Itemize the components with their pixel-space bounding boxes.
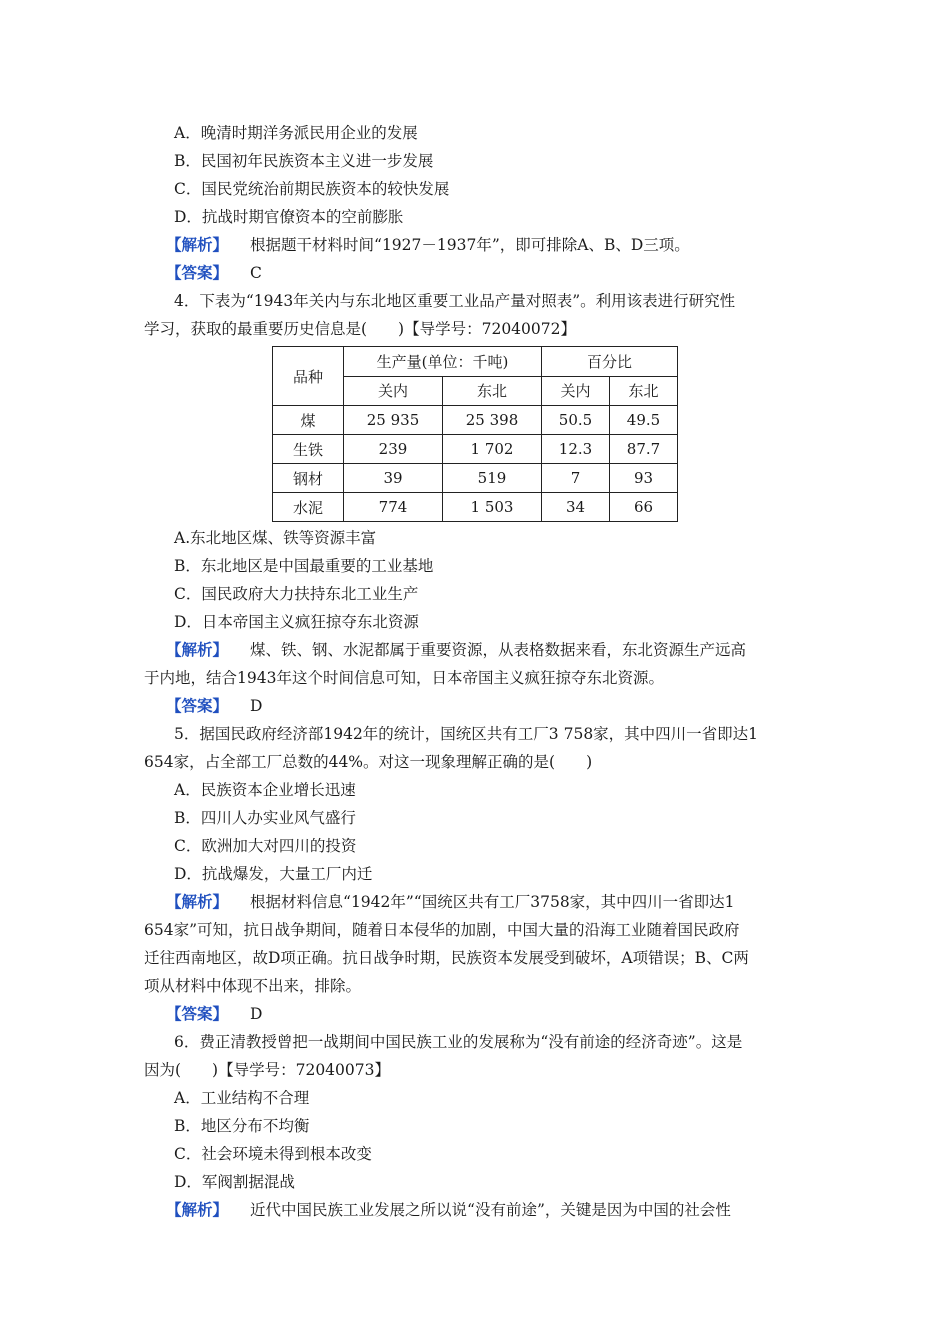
answer-tag: 【答案】 [166, 263, 229, 282]
q5-analysis-line-4: 项从材料中体现不出来，排除。 [144, 977, 362, 995]
table-cell: 49.5 [610, 406, 678, 435]
table-cell: 1 702 [443, 435, 542, 464]
table-row [273, 435, 678, 464]
q4-analysis-line-2: 于内地，结合1943年这个时间信息可知，日本帝国主义疯狂掠夺东北资源。 [144, 669, 664, 687]
q4-stem-line-2: 学习，获取的最重要历史信息是( )【导学号：72040072】 [144, 320, 576, 338]
q4-option-a: A.东北地区煤、铁等资源丰富 [174, 529, 377, 547]
q6-option-b: B．地区分布不均衡 [174, 1117, 310, 1135]
q6-analysis-text: 近代中国民族工业发展之所以说“没有前途”，关键是因为中国的社会性 [250, 1201, 731, 1219]
table-cell: 12.3 [542, 435, 610, 464]
q4-option-b: B．东北地区是中国最重要的工业基地 [174, 557, 434, 575]
q5-analysis-line-2: 654家”可知，抗日战争期间，随着日本侵华的加剧，中国大量的沿海工业随着国民政府 [144, 921, 740, 939]
q5-option-d: D．抗战爆发，大量工厂内迁 [174, 865, 373, 883]
q5-analysis [166, 892, 735, 912]
production-table [272, 346, 678, 522]
q3-option-a: A．晚清时期洋务派民用企业的发展 [174, 124, 418, 142]
table-subheader: 东北 [443, 376, 542, 406]
table-cell: 1 503 [443, 493, 542, 522]
table-cell-item: 生铁 [273, 435, 344, 464]
analysis-tag: 【解析】 [166, 1200, 229, 1219]
table-cell: 39 [344, 464, 443, 493]
analysis-tag: 【解析】 [166, 235, 229, 254]
q5-analysis-line-3: 迁往西南地区，故D项正确。抗日战争时期，民族资本发展受到破坏，A项错误；B、C两 [144, 949, 749, 967]
q4-answer-value: D [250, 697, 263, 715]
table-cell: 25 398 [443, 406, 542, 435]
q6-stem-line-1: 6．费正清教授曾把一战期间中国民族工业的发展称为“没有前途的经济奇迹”。这是 [174, 1033, 743, 1051]
q5-stem-line-1: 5．据国民政府经济部1942年的统计，国统区共有工厂3 758家，其中四川一省即达1 [174, 725, 759, 743]
table-cell: 66 [610, 493, 678, 522]
q3-answer [166, 263, 262, 283]
answer-tag: 【答案】 [166, 1004, 229, 1023]
q3-answer-value: C [250, 264, 262, 282]
table-cell-item: 钢材 [273, 464, 344, 493]
table-cell: 774 [344, 493, 443, 522]
q3-analysis-text: 根据题干材料时间“1927－1937年”，即可排除A、B、D三项。 [250, 236, 690, 254]
table-cell: 93 [610, 464, 678, 493]
q3-analysis [166, 235, 690, 255]
q3-option-c: C．国民党统治前期民族资本的较快发展 [174, 180, 450, 198]
q4-option-c: C．国民政府大力扶持东北工业生产 [174, 585, 419, 603]
q3-option-b: B．民国初年民族资本主义进一步发展 [174, 152, 434, 170]
q6-option-a: A．工业结构不合理 [174, 1089, 310, 1107]
q4-answer [166, 696, 262, 716]
table-subheader: 关内 [344, 376, 443, 406]
q6-option-d: D．军阀割据混战 [174, 1173, 295, 1191]
q6-option-c: C．社会环境未得到根本改变 [174, 1145, 372, 1163]
analysis-tag: 【解析】 [166, 640, 229, 659]
table-cell: 239 [344, 435, 443, 464]
table-cell: 519 [443, 464, 542, 493]
table-row [273, 406, 678, 435]
q3-option-d: D．抗战时期官僚资本的空前膨胀 [174, 208, 404, 226]
table-header-item: 品种 [273, 347, 344, 406]
table-header-percent: 百分比 [542, 347, 678, 377]
table-cell: 50.5 [542, 406, 610, 435]
q5-option-c: C．欧洲加大对四川的投资 [174, 837, 357, 855]
q4-analysis-text: 煤、铁、钢、水泥都属于重要资源，从表格数据来看，东北资源生产远高 [250, 641, 747, 659]
table-cell: 7 [542, 464, 610, 493]
q4-option-d: D．日本帝国主义疯狂掠夺东北资源 [174, 613, 419, 631]
q5-option-a: A．民族资本企业增长迅速 [174, 781, 356, 799]
table-cell: 87.7 [610, 435, 678, 464]
table-subheader: 东北 [610, 376, 678, 406]
q5-stem-line-2: 654家，占全部工厂总数的44%。对这一现象理解正确的是( ) [144, 753, 593, 771]
table-cell-item: 煤 [273, 406, 344, 435]
table-cell: 34 [542, 493, 610, 522]
table-cell: 25 935 [344, 406, 443, 435]
q6-stem-line-2: 因为( )【导学号：72040073】 [144, 1061, 390, 1079]
q5-analysis-text: 根据材料信息“1942年”“国统区共有工厂3758家，其中四川一省即达1 [250, 893, 735, 911]
q4-stem-line-1: 4．下表为“1943年关内与东北地区重要工业品产量对照表”。利用该表进行研究性 [174, 292, 736, 310]
q5-answer-value: D [250, 1005, 263, 1023]
q6-analysis [166, 1200, 731, 1220]
table-row [273, 493, 678, 522]
q5-option-b: B．四川人办实业风气盛行 [174, 809, 356, 827]
analysis-tag: 【解析】 [166, 892, 229, 911]
table-header-output: 生产量(单位：千吨) [344, 347, 542, 377]
q5-answer [166, 1004, 262, 1024]
answer-tag: 【答案】 [166, 696, 229, 715]
table-subheader: 关内 [542, 376, 610, 406]
table-cell-item: 水泥 [273, 493, 344, 522]
table-row [273, 464, 678, 493]
q4-analysis [166, 640, 746, 660]
